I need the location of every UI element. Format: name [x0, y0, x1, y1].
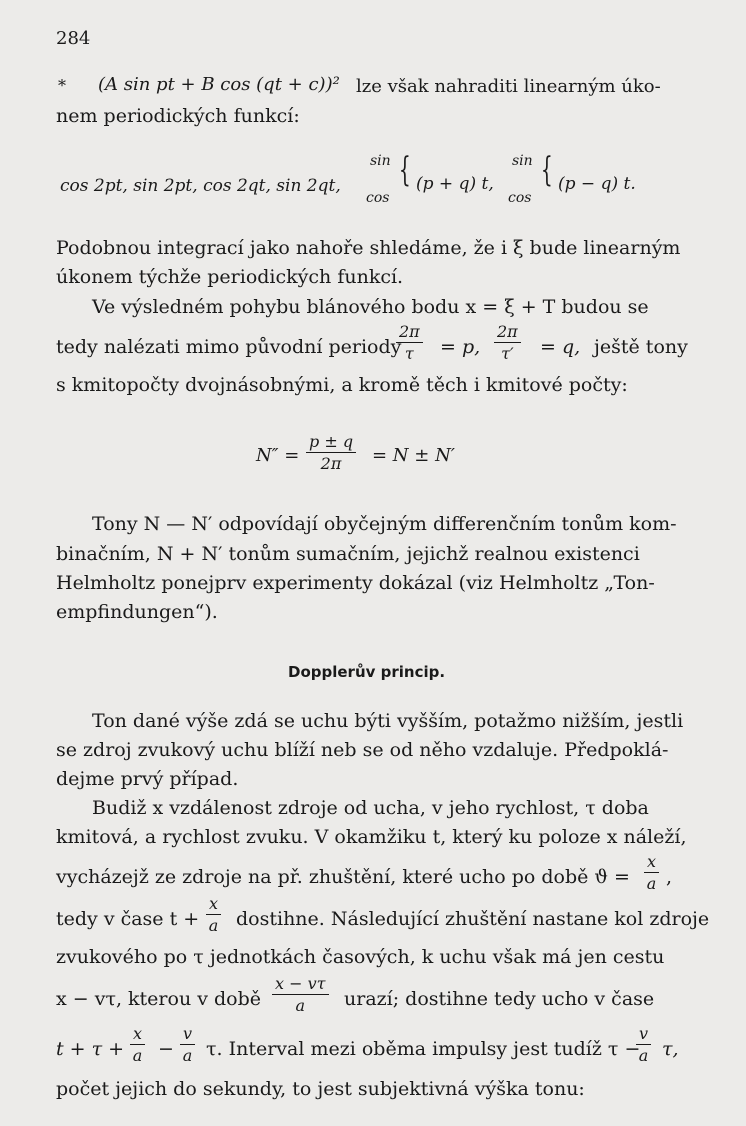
intro-text-line2: nem periodických funkcí: [56, 105, 300, 127]
fraction-x-over-a-1 [644, 852, 659, 893]
fraction-x-over-a-2 [206, 894, 221, 935]
para5-line3-a: vycházejž ze zdroje na př. zhuštění, které ucho po době ϑ = [56, 866, 630, 888]
function-arg-2: (p − q) t. [558, 174, 636, 194]
fraction-numerator: 2π [396, 322, 423, 343]
para4-line1: Ton dané výše zdá se uchu býti vyšším, potažmo nižším, jestli [92, 710, 684, 732]
fraction-v-over-a-2 [636, 1024, 651, 1065]
para3-line1: Tony N — N′ odpovídají obyčejným differenčním tonům kom- [92, 513, 677, 535]
fraction-denominator: a [208, 916, 219, 935]
fraction-v-over-a-1 [180, 1024, 195, 1065]
fraction-denominator: 2π [320, 454, 342, 473]
section-heading: Dopplerův princip. [288, 663, 446, 681]
fraction-numerator: x [644, 852, 659, 873]
fraction-denominator: a [646, 874, 657, 893]
fraction-numerator: x [206, 894, 221, 915]
fraction-denominator: a [638, 1046, 649, 1065]
para5-line1: Budiž x vzdálenost zdroje od ucha, v jeho rychlost, τ doba [92, 797, 649, 819]
fraction-numerator: v [180, 1024, 195, 1045]
para5-line4-a: tedy v čase t + [56, 908, 200, 930]
para5-line5: zvukového po τ jednotkách časových, k uchu však má jen cestu [56, 946, 665, 968]
fraction-numerator: x [130, 1024, 145, 1045]
function-terms: cos 2pt, sin 2pt, cos 2qt, sin 2qt, [60, 176, 341, 196]
para5-line3-b: , [666, 866, 673, 888]
para2-line3: s kmitopočty dvojnásobnými, a kromě těch i kmitové počty: [56, 374, 628, 396]
para4-line2: se zdroj zvukový uchu blíží neb se od něho vzdaluje. Předpoklá- [56, 739, 669, 761]
fraction-numerator: 2π [494, 322, 521, 343]
para5-line7-c: τ, [662, 1038, 679, 1060]
brace-2: { [540, 150, 553, 190]
fraction-x-over-a-3 [130, 1024, 145, 1065]
page-number: 284 [56, 28, 91, 49]
fraction-denominator: τ′ [501, 344, 514, 363]
para5-line8: počet jejich do sekundy, to jest subjektivná výška tonu: [56, 1078, 585, 1100]
eq-q: = q, [540, 336, 581, 358]
brace-1: { [398, 150, 411, 190]
function-arg-1: (p + q) t, [416, 174, 494, 194]
para5-line4-b: dostihne. Následující zhuštění nastane kol zdroje [236, 908, 710, 930]
para3-line4: empfindungen“). [56, 601, 218, 623]
fraction-denominator: τ [404, 344, 414, 363]
para3-line3: Helmholtz ponejprv experimenty dokázal (viz Helmholtz „Ton- [56, 572, 655, 594]
cos-label-1: cos [366, 190, 390, 206]
sin-label-2: sin [512, 153, 533, 169]
para5-line6-b: urazí; dostihne tedy ucho v čase [344, 988, 655, 1010]
fraction-denominator: a [295, 996, 306, 1015]
equation-fraction [306, 432, 356, 473]
para3-line2: binačním, N + N′ tonům sumačním, jejichž realnou existenci [56, 543, 640, 565]
eq-p: = p, [440, 336, 481, 358]
fraction-x-minus-vtau-over-a [272, 974, 329, 1015]
para2-line1: Ve výsledném pohybu blánového bodu x = ξ + T budou se [92, 296, 649, 318]
para5-line6-a: x − vτ, kterou v době [56, 988, 262, 1010]
fraction-numerator: v [636, 1024, 651, 1045]
intro-text-line1: lze však nahraditi linearným úko- [356, 76, 661, 97]
cos-label-2: cos [508, 190, 532, 206]
para5-line7-b: τ. Interval mezi oběma impulsy jest tudíž τ − [206, 1038, 641, 1060]
fraction-denominator: a [132, 1046, 143, 1065]
para4-line3: dejme prvý případ. [56, 768, 239, 790]
fraction-numerator: p ± q [306, 432, 356, 453]
para5-line2: kmitová, a rychlost zvuku. V okamžiku t, který ku poloze x náleží, [56, 826, 687, 848]
sin-label-1: sin [370, 153, 391, 169]
fraction-numerator: x − vτ [272, 974, 329, 995]
fraction-2pi-tau [396, 322, 423, 363]
intro-formula: (A sin pt + B cos (qt + c))² [98, 74, 340, 95]
fraction-denominator: a [182, 1046, 193, 1065]
fraction-2pi-tau-prime [494, 322, 521, 363]
para2-line2-a: tedy nalézati mimo původní periody [56, 336, 402, 358]
para1-line2: úkonem týchže periodických funkcí. [56, 266, 404, 288]
para5-line7-a: t + τ + [56, 1038, 125, 1060]
minus-sign: − [158, 1038, 174, 1060]
para2-line2-b: ještě tony [594, 336, 688, 358]
para1-line1: Podobnou integrací jako nahoře shledáme, že i ξ bude linearným [56, 237, 681, 259]
footnote-marker: * [58, 76, 66, 95]
equation-rhs: = N ± N′ [372, 445, 455, 466]
equation-lhs: N″ = [256, 445, 300, 466]
